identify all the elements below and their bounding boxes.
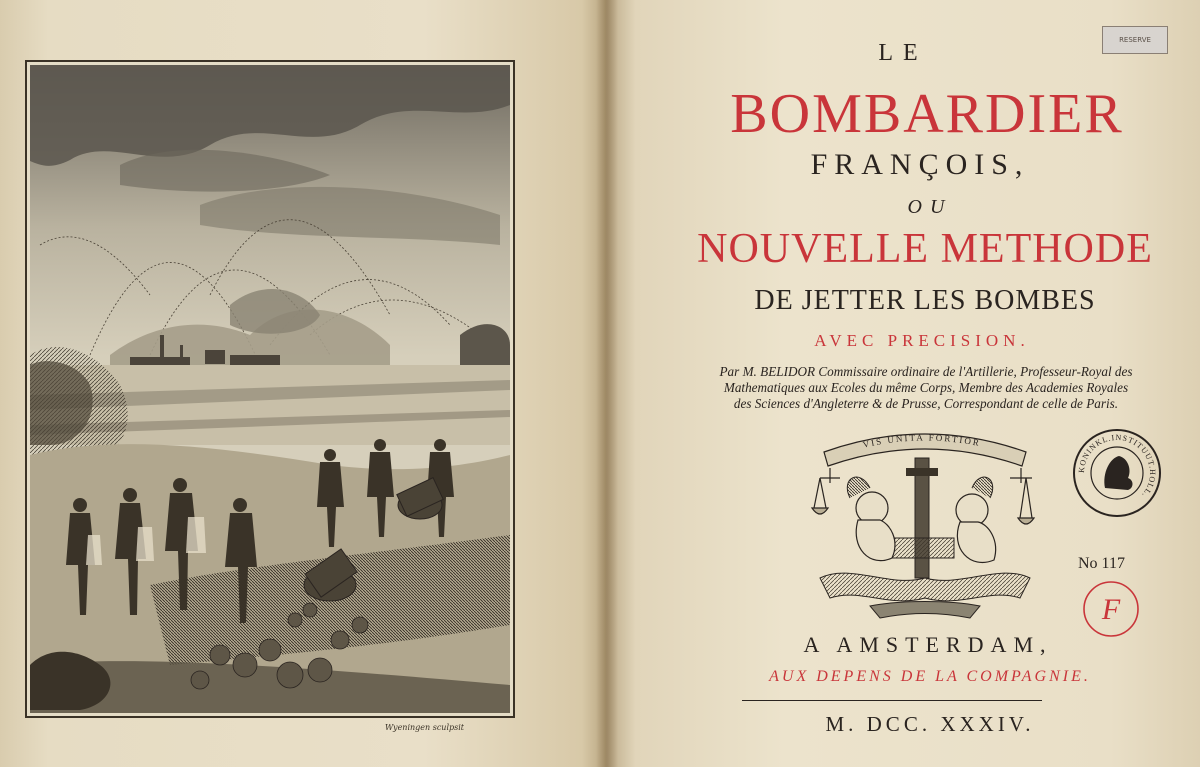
stamp-monogram-letter: F [1101,593,1121,626]
imprint-publisher: AUX DEPENS DE LA COMPAGNIE. [769,668,1091,685]
author-line: Mathematiques aux Ecoles du même Corps, Membre des Academies Royales [723,380,1129,395]
library-label: RESERVE [1102,26,1168,54]
title-line-nouvelle-methode: NOUVELLE METHODE [697,226,1153,272]
title-line-bombardier: BOMBARDIER [730,83,1124,145]
imprint-place: A AMSTERDAM, [803,632,1053,657]
library-round-stamp [1072,428,1162,518]
imprint-date: M. DCC. XXXIV. [825,712,1035,736]
battle-scene-illustration [30,65,510,713]
engraver-signature: Wyeningen sculpsit [385,723,465,732]
book-gutter [596,0,618,767]
title-line-francois: FRANÇOIS, [810,148,1030,181]
red-monogram-stamp [1082,580,1140,638]
frontispiece-engraving [25,60,515,718]
title-line-ou: OU [907,196,953,218]
imprint-rule [742,700,1042,701]
round-stamp-text: KONINKL.INSTITUUT.HOLL. [1076,432,1158,500]
author-statement [676,364,1176,412]
author-line: des Sciences d'Angleterre & de Prusse, Correspondant de celle de Paris. [733,396,1119,411]
vignette-motto: VIS UNITA FORTIOR [861,432,982,450]
author-line: Par M. BELIDOR Commissaire ordinaire de l'Artillerie, Professeur-Royal des [719,364,1133,379]
shelf-number: No 117 [1078,555,1125,572]
printers-device-vignette [810,428,1040,620]
title-line-jetter: DE JETTER LES BOMBES [754,285,1096,316]
title-line-avec-precision: AVEC PRECISION. [814,331,1030,350]
title-line-le: LE [878,40,928,66]
